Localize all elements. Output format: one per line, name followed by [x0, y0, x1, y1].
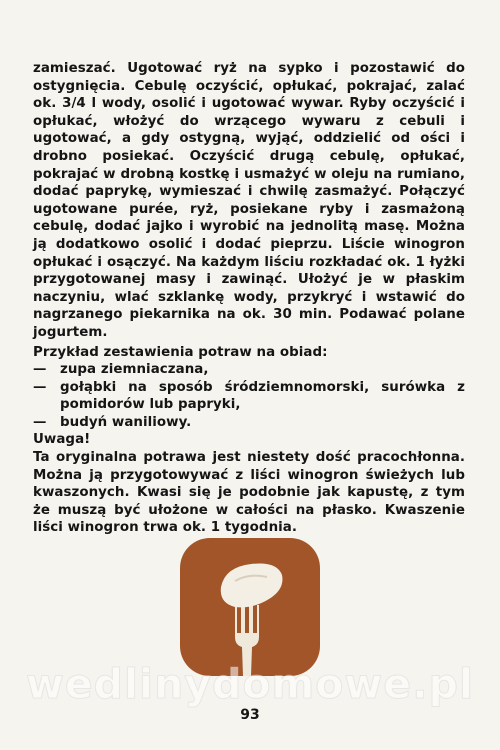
- menu-item-text: gołąbki na sposób śródziemnomorski, surówka z pomidorów lub papryki,: [60, 379, 465, 413]
- dash-bullet: —: [33, 379, 47, 395]
- watermark: wedlinydomowe.pl: [25, 660, 475, 708]
- illustration-svg: [179, 537, 321, 677]
- fork-with-food-icon: [179, 537, 321, 677]
- note-heading: Uwaga!: [33, 432, 91, 448]
- page-text-block: [33, 60, 465, 537]
- dash-bullet: —: [33, 362, 47, 378]
- list-item: [33, 414, 465, 432]
- menu-list: [33, 361, 465, 431]
- page-number: 93: [240, 707, 260, 723]
- list-item: [33, 379, 465, 414]
- dash-bullet: —: [33, 414, 47, 430]
- recipe-paragraph: zamieszać. Ugotować ryż na sypko i pozostawić do ostygnięcia. Cebulę oczyścić, opłukać, pokrajać, zalać ok. 3/4 l wody, osolić i ugotować wywar. Ryby oczyścić i opłukać, włożyć do wrzącego wywaru z cebuli i ugotować, a gdy ostygną, wyjąć, oddzielić od ości i drobno posiekać. Oczyścić drugą cebulę, opłukać, pokrajać w drobną kostkę i usmażyć w oleju na rumiano, dodać paprykę, wymieszać i chwilę zasmażyć. Połączyć ugotowane purée, ryż, posiekane ryby i zasmażoną cebulę, dodać jajko i wyrobić na jednolitą masę. Można ją dodatkowo osolić i dodać pieprzu. Liście winogron opłukać i osączyć. Na każdym liściu rozkładać ok. 1 łyżki przygotowanej masy i zawinąć. Ułożyć je w płaskim naczyniu, wlać szklankę wody, przykryć i wstawić do nagrzanego piekarnika na ok. 30 min. Podawać polane jogurtem.: [33, 61, 465, 340]
- menu-item-text: zupa ziemniaczana,: [60, 362, 209, 378]
- note-paragraph: Ta oryginalna potrawa jest niestety dość pracochłonna. Można ją przygotowywać z liści winogron świeżych lub kwaszonych. Kwasi się je podobnie jak kapustę, z tym że muszą być ułożone w całości na płasko. Kwaszenie liści winogron trwa ok. 1 tygodnia.: [33, 450, 465, 536]
- list-item: [33, 361, 465, 379]
- menu-item-text: budyń waniliowy.: [60, 414, 192, 430]
- menu-heading: Przykład zestawienia potraw na obiad:: [33, 344, 328, 360]
